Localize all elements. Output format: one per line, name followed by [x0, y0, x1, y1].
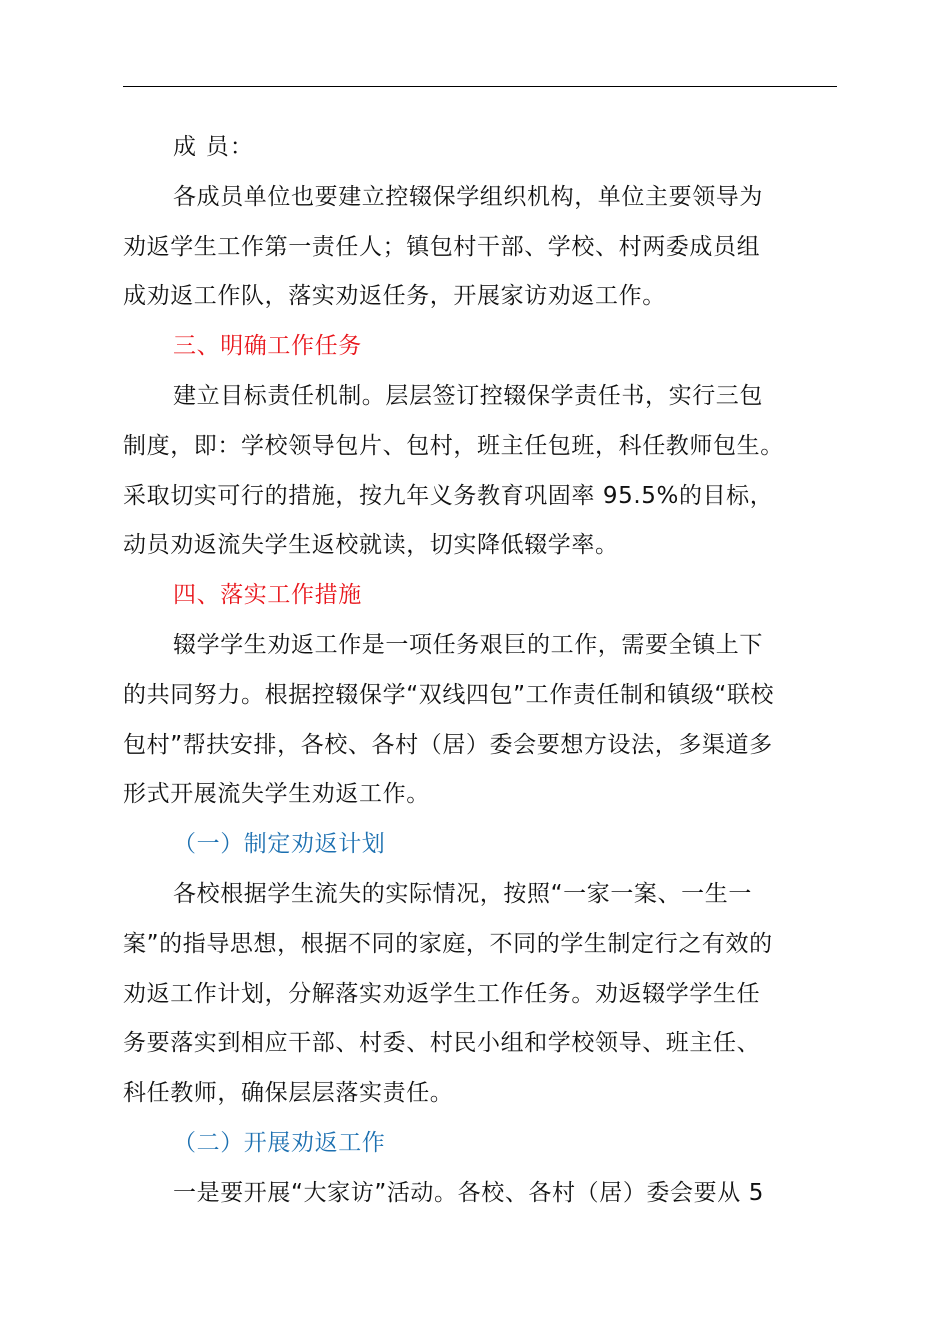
- paragraph-line: 务要落实到相应干部、村委、村民小组和学校领导、班主任、: [123, 1030, 761, 1057]
- paragraph-line: 各成员单位也要建立控辍保学组织机构，单位主要领导为: [173, 183, 763, 210]
- paragraph-line: 建立目标责任机制。层层签订控辍保学责任书，实行三包: [173, 382, 763, 409]
- paragraph-line: 制度，即：学校领导包片、包村，班主任包班，科任教师包生。: [123, 432, 784, 459]
- paragraph-line: 辍学学生劝返工作是一项任务艰巨的工作，需要全镇上下: [173, 631, 763, 658]
- paragraph-line: 成劝返工作队，落实劝返任务，开展家访劝返工作。: [123, 283, 666, 310]
- subsection-heading-1: （一）制定劝返计划: [173, 831, 386, 858]
- paragraph-line: 科任教师，确保层层落实责任。: [123, 1080, 454, 1107]
- paragraph-line: 采取切实可行的措施，按九年义务教育巩固率 95.5%的目标，: [123, 482, 774, 509]
- paragraph-line: 动员劝返流失学生返校就读，切实降低辍学率。: [123, 532, 619, 559]
- header-rule: [123, 86, 837, 87]
- paragraph-line: 的共同努力。根据控辍保学“双线四包”工作责任制和镇级“联校: [123, 681, 775, 708]
- section-heading-3: 三、明确工作任务: [173, 333, 362, 360]
- document-body: [123, 123, 837, 1219]
- paragraph-line: 一是要开展“大家访”活动。各校、各村（居）委会要从 5: [173, 1179, 764, 1206]
- paragraph-line: 形式开展流失学生劝返工作。: [123, 781, 430, 808]
- paragraph-line: 劝返学生工作第一责任人；镇包村干部、学校、村两委成员组: [123, 233, 761, 260]
- paragraph-line: 劝返工作计划，分解落实劝返学生工作任务。劝返辍学学生任: [123, 980, 761, 1007]
- paragraph-line: 各校根据学生流失的实际情况，按照“一家一案、一生一: [173, 880, 752, 907]
- subsection-heading-2: （二）开展劝返工作: [173, 1129, 386, 1156]
- paragraph-line: 案”的指导思想，根据不同的家庭，不同的学生制定行之有效的: [123, 930, 773, 957]
- section-heading-4: 四、落实工作措施: [173, 582, 362, 609]
- members-label: 成 员：: [173, 134, 255, 160]
- paragraph-line: 包村”帮扶安排，各校、各村（居）委会要想方设法，多渠道多: [123, 731, 773, 758]
